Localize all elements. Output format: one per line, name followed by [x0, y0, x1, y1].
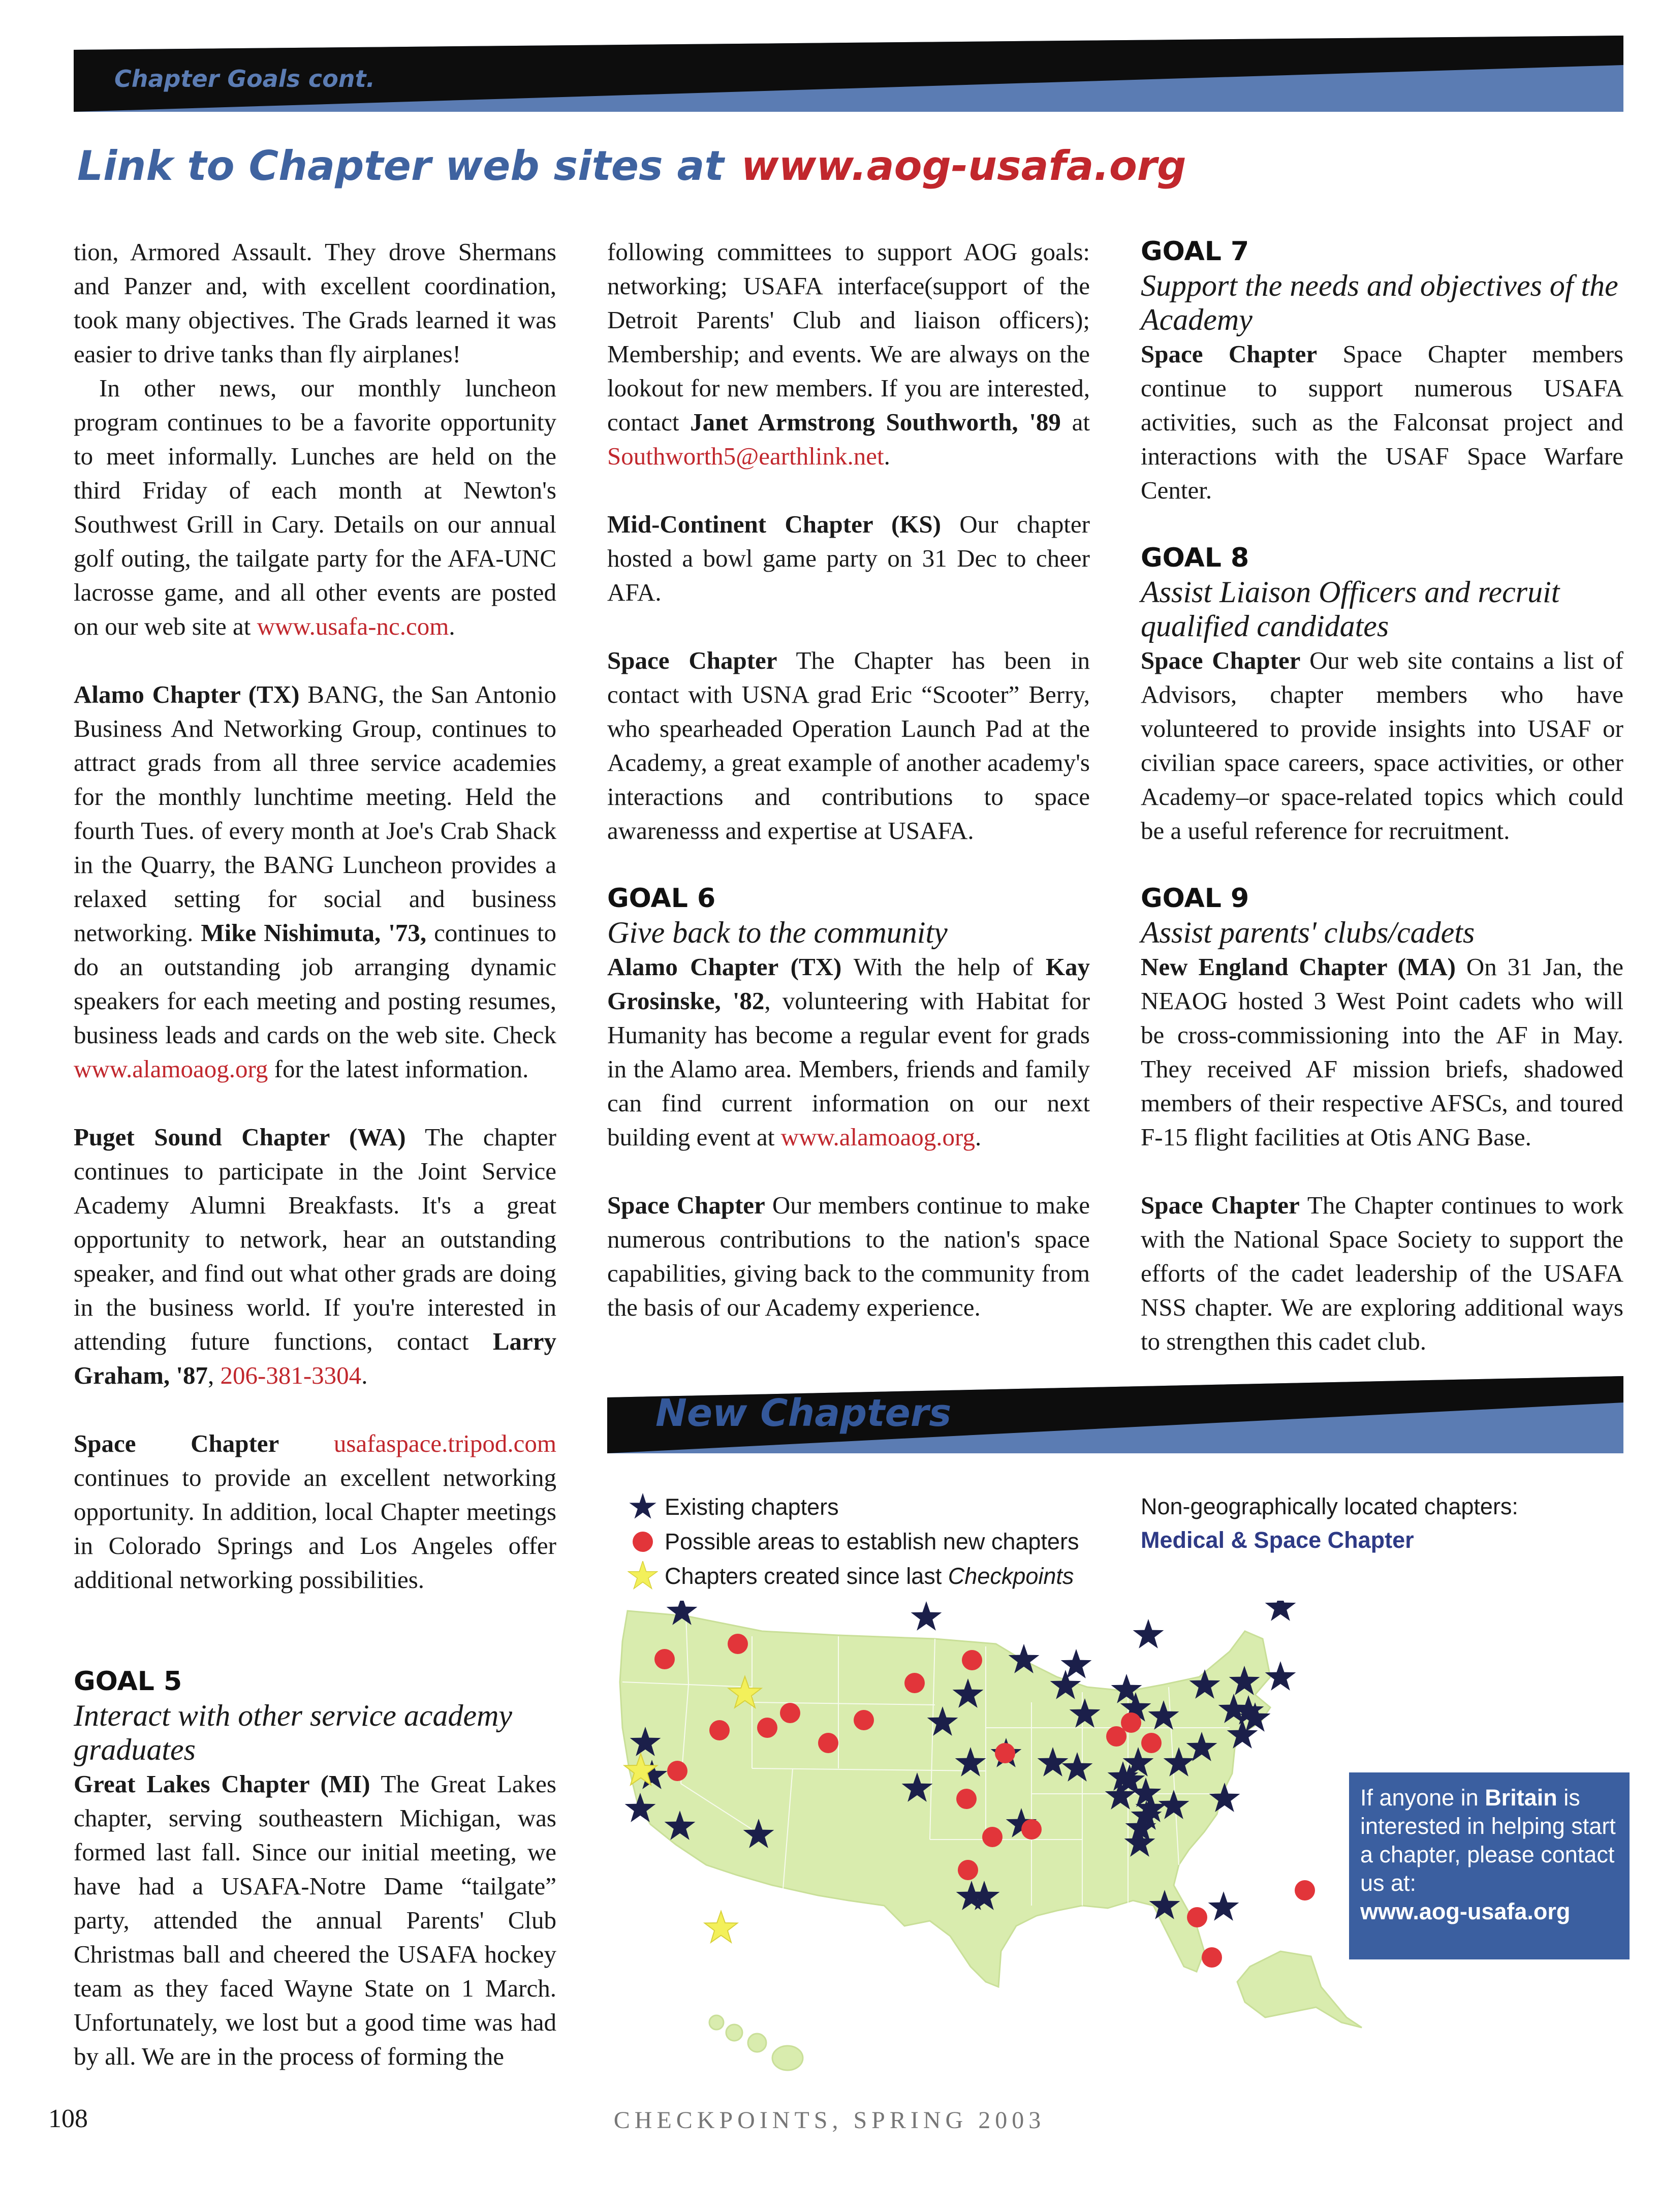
alaska-shape: [1237, 1951, 1362, 2028]
britain-bold: Britain: [1485, 1785, 1557, 1811]
possible-chapter-dot: [780, 1703, 800, 1723]
goal-title: Give back to the community: [607, 916, 948, 949]
person-name: Kay Grosinske, '82: [607, 953, 1090, 1015]
legend-possible: [625, 1524, 1079, 1559]
paragraph-text: The Great Lakes chapter, serving southeastern Michigan, was formed last fall. Since our initial meeting, we have had a USAFA-Notre Dame “tailgate” party, attended the annual Parents' Club Christmas ball and cheered the USAFA hockey team as they faced Wayne State on 1 March. Unfortunately, we lost but a good time was had by all. We are in the process of forming the: [74, 1770, 556, 2070]
britain-text: If anyone in: [1360, 1785, 1479, 1811]
paragraph-text: for the latest information.: [274, 1055, 529, 1083]
goal-number: GOAL 9: [1141, 883, 1249, 914]
britain-url[interactable]: www.aog-usafa.org: [1360, 1898, 1571, 1924]
web-link-heading: [77, 142, 1186, 190]
web-link-label: Link to Chapter web sites at: [77, 142, 724, 190]
possible-chapter-dot: [1202, 1947, 1222, 1968]
possible-chapter-dot: [904, 1673, 925, 1693]
legend-label-italic: Checkpoints: [948, 1563, 1074, 1589]
new-chapter-star: [705, 1911, 738, 1943]
red-dot-icon: [625, 1524, 661, 1559]
possible-chapter-dot: [1106, 1726, 1126, 1747]
possible-chapter-dot: [757, 1718, 777, 1738]
existing-chapter-star: [911, 1601, 942, 1631]
chapter-name: Space Chapter: [1141, 646, 1301, 674]
space-chapter-entry: [74, 1426, 556, 1597]
alamo-chapter-entry: [74, 677, 556, 1086]
paragraph-text: The Chapter has been in contact with USNA grad Eric “Scooter” Berry, who spearheaded Operation Launch Pad at the Academy, a great example of another academy's interactions and contributions to space awarenesss and expertise at USAFA.: [607, 646, 1090, 845]
navy-star-icon: [625, 1490, 661, 1524]
chapter-name: Space Chapter: [607, 1191, 765, 1219]
person-name: Janet Armstrong Southworth, '89: [690, 408, 1061, 436]
legend-created: [625, 1559, 1079, 1594]
goal-9-section: [1141, 882, 1623, 1154]
person-name: Mike Nishimuta, '73,: [201, 919, 427, 947]
britain-text-2: is interested in helping start a chapter, please contact us at:: [1360, 1785, 1616, 1896]
chapter-name: Space Chapter: [1141, 340, 1318, 368]
hawaii-shape: [709, 2015, 803, 2070]
paragraph-text: Our web site contains a list of Advisors, chapter members who have volunteered to provide insights into USAF or civilian space careers, space activities, or other Academy–or space-related topics which could be a useful reference for recruitment.: [1141, 646, 1623, 845]
possible-chapter-dot: [958, 1860, 978, 1880]
possible-chapter-dot: [1141, 1733, 1162, 1753]
us-chapters-map: [600, 1601, 1372, 2089]
paragraph-text: In other news, our monthly luncheon program continues to be a favorite opportunity to meet informally. Lunches are held on the third Friday of each month at Newton's Southwest Grill in Cary. Details on our annual golf outing, the tailgate party for the AFA-UNC lacrosse game, and all other events are posted on our web site at: [74, 374, 556, 640]
goal-title: Interact with other service academy graduates: [74, 1699, 513, 1766]
possible-chapter-dot: [982, 1827, 1003, 1847]
alamoaog-link[interactable]: www.alamoaog.org: [74, 1055, 268, 1083]
possible-chapter-dot: [728, 1634, 748, 1654]
britain-notice: [1349, 1772, 1630, 1959]
possible-chapter-dot: [709, 1720, 730, 1740]
web-link-url[interactable]: www.aog-usafa.org: [741, 142, 1186, 190]
column-3: [1141, 235, 1623, 1358]
chapter-name: Space Chapter: [607, 646, 777, 674]
paragraph: [74, 235, 556, 371]
legend-existing: [625, 1490, 1079, 1524]
chapter-name: Space Chapter: [74, 1429, 279, 1457]
goal-title: Assist parents' clubs/cadets: [1141, 916, 1475, 949]
chapter-name: Puget Sound Chapter (WA): [74, 1123, 406, 1151]
paragraph-text: Our chapter hosted a bowl game party on 31 Dec to cheer AFA.: [607, 510, 1090, 606]
email-link[interactable]: Southworth5@earthlink.net: [607, 442, 884, 470]
new-chapters-title: New Chapters: [655, 1391, 952, 1435]
goal-8-section: [1141, 541, 1623, 848]
chapter-name: Alamo Chapter (TX): [74, 680, 300, 708]
non-geographic-chapters: [1141, 1490, 1518, 1557]
paragraph: following committees to support AOG goals: networking; USAFA interface(support of the Detroit Parents' Club and liaison officers); Membership; and events. We are always on the lookout for new members. If you are interested, contact Janet Armstrong Southworth, '89 at Southworth5@earthlink.net.: [607, 238, 1090, 470]
possible-chapter-dot: [1295, 1880, 1315, 1901]
mid-continent-chapter-entry: [607, 507, 1090, 609]
space-chapter-entry-2: [607, 1188, 1090, 1324]
space-chapter-entry: [607, 643, 1090, 848]
chapter-goals-banner: [74, 36, 1623, 112]
phone-number[interactable]: 206-381-3304: [220, 1361, 362, 1389]
goal-title: Support the needs and objectives of the Academy: [1141, 269, 1618, 336]
possible-chapter-dot: [654, 1649, 675, 1669]
chapter-name: Mid-Continent Chapter (KS): [607, 510, 941, 538]
possible-chapter-dot: [667, 1761, 687, 1781]
yellow-star-icon: [625, 1559, 661, 1594]
paragraph-text: at: [1072, 408, 1090, 436]
nongeo-label: Non-geographically located chapters:: [1141, 1493, 1518, 1519]
existing-chapter-star: [1133, 1619, 1164, 1648]
goal-6-section: GOAL 6 Give back to the community Alamo Chapter (TX) With the help of Kay Grosinske, '82, volunteering with Habitat for Humanity has become a regular event for grads in the Alamo area. Members, friends and family can find current information on our next building event at www.alamoaog.org.: [607, 882, 1090, 1154]
map-legend: [625, 1490, 1079, 1594]
paragraph: In other news, our monthly luncheon program continues to be a favorite opportunity to meet informally. Lunches are held on the third Friday of each month at Newton's Southwest Grill in Cary. Details on our annual golf outing, the tailgate party for the AFA-UNC lacrosse game, and all other events are posted on our web site at www.usafa-nc.com.: [74, 374, 556, 640]
page-number: 108: [48, 2104, 88, 2133]
goal-7-section: [1141, 235, 1623, 507]
possible-chapter-dot: [854, 1710, 874, 1730]
publication-footer: CHECKPOINTS, SPRING 2003: [613, 2107, 1046, 2134]
goal-number: GOAL 6: [607, 883, 716, 914]
banner-title: Chapter Goals cont.: [114, 65, 375, 92]
column-1: [74, 235, 556, 2073]
paragraph-text: The Chapter continues to work with the National Space Society to support the efforts of the cadet leadership of the USAFA NSS chapter. We are exploring additional ways to strengthen this cadet club.: [1141, 1191, 1623, 1355]
legend-label: Existing chapters: [665, 1494, 839, 1520]
goal-title: Assist Liaison Officers and recruit qualified candidates: [1141, 575, 1560, 643]
paragraph-text: tion, Armored Assault. They drove Shermans and Panzer and, with excellent coordination, took many objectives. The Grads learned it was easier to drive tanks than fly airplanes!: [74, 238, 556, 368]
chapter-name: New England Chapter (MA): [1141, 953, 1456, 981]
possible-chapter-dot: [962, 1650, 982, 1670]
puget-sound-chapter-entry: Puget Sound Chapter (WA) The chapter continues to participate in the Joint Service Academy Alumni Breakfasts. It's a great opportunity to network, hear an outstanding speaker, and find out what other grads are doing in the business world. If you're interested in attending future functions, contact Larry Graham, '87, 206-381-3304.: [74, 1123, 557, 1389]
chapter-name: Great Lakes Chapter (MI): [74, 1770, 370, 1798]
existing-chapter-star: [1208, 1891, 1239, 1921]
usafaspace-link[interactable]: usafaspace.tripod.com: [333, 1429, 556, 1457]
space-chapter-entry: [1141, 1188, 1623, 1358]
paragraph-text: With the help of: [853, 953, 1034, 981]
nongeo-value: Medical & Space Chapter: [1141, 1527, 1414, 1553]
paragraph-text: The chapter continues to participate in the Joint Service Academy Alumni Breakfasts. It's a great opportunity to network, hear an outstanding speaker, and find out what other grads are doing in the business world. If you're interested in attending future functions, contact: [74, 1123, 556, 1355]
column-2: [607, 235, 1090, 1324]
legend-label: Possible areas to establish new chapters: [665, 1529, 1079, 1554]
paragraph-text: BANG, the San Antonio Business And Networking Group, continues to attract grads from all three service academies for the monthly lunchtime meeting. Held the fourth Tues. of every month at Joe's Crab Shack in the Quarry, the BANG Luncheon provides a relaxed setting for social and business networking.: [74, 680, 556, 947]
chapter-name: Alamo Chapter (TX): [607, 953, 842, 981]
new-chapters-banner: [607, 1376, 1623, 1453]
paragraph-text: Our members continue to make numerous contributions to the nation's space capabilities, giving back to the community from the basis of our Academy experience.: [607, 1191, 1090, 1321]
alamoaog-link[interactable]: www.alamoaog.org: [780, 1123, 975, 1151]
possible-chapter-dot: [1187, 1907, 1207, 1927]
possible-chapter-dot: [818, 1733, 838, 1753]
possible-chapter-dot: [995, 1743, 1015, 1763]
existing-chapter-star: [1265, 1601, 1296, 1621]
goal-number: GOAL 5: [74, 1666, 182, 1697]
paragraph-text: On 31 Jan, the NEAOG hosted 3 West Point cadets who will be cross-commissioning into the AF in May. They received AF mission briefs, shadowed members of their respective AFSCs, and toured F-15 flight facilities at Otis ANG Base.: [1141, 953, 1623, 1151]
paragraph-text: following committees to support AOG goals: networking; USAFA interface(support of the Detroit Parents' Club and liaison officers); Membership; and events. We are always on the lookout for new members. If you are interested, contact: [607, 238, 1090, 436]
legend-label: Chapters created since last: [665, 1563, 942, 1589]
possible-chapter-dot: [1021, 1819, 1042, 1840]
paragraph-text: continues to provide an excellent networking opportunity. In addition, local Chapter meetings in Colorado Springs and Los Angeles offer additional networking possibilities.: [74, 1463, 556, 1594]
paragraph-text: continues to do an outstanding job arranging dynamic speakers for each meeting and posting resumes, business leads and cards on the web site. Check: [74, 919, 556, 1049]
usafa-nc-link[interactable]: www.usafa-nc.com: [257, 612, 449, 640]
possible-chapter-dot: [956, 1789, 977, 1809]
paragraph-text: , volunteering with Habitat for Humanity has become a regular event for grads in the Alamo area. Members, friends and family can find current information on our next building event at: [607, 987, 1090, 1151]
goal-5-section: [74, 1665, 556, 2073]
existing-chapter-star: [1265, 1661, 1296, 1691]
chapter-name: Space Chapter: [1141, 1191, 1300, 1219]
paragraph-text: Space Chapter members continue to support numerous USAFA activities, such as the Falconsat project and interactions with the USAF Space Warfare Center.: [1141, 340, 1623, 504]
goal-number: GOAL 8: [1141, 543, 1249, 573]
person-name: Larry Graham, '87: [74, 1327, 557, 1389]
goal-number: GOAL 7: [1141, 236, 1249, 267]
